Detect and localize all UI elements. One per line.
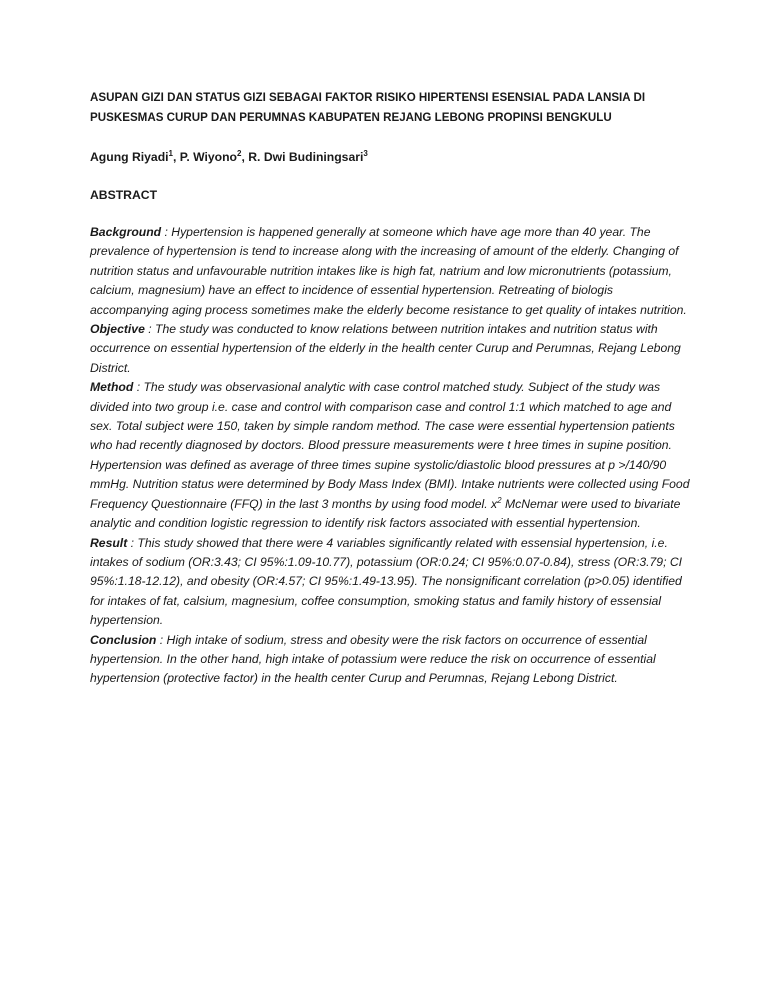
author-list [90, 147, 690, 167]
section-label-conclusion: Conclusion [90, 632, 157, 647]
section-text-method: : The study was observasional analytic with case control matched study. Subject of the study was divided into two group i.e. case and control with comparison case and control 1:1 which matched to age and sex. Total subject were 150, taken by simple random method. The case were essential hypertension patients who had recently diagnosed by doctors. Blood pressure measurements were t hree times in supine position. Hypertension was defined as average of three times supine systolic/diastolic blood pressures at p >/140/90 mmHg. Nutrition status were determined by Body Mass Index (BMI). Intake nutrients were collected using Food Frequency Questionnaire (FFQ) in the last 3 months by using food model. x [90, 380, 690, 511]
abstract-objective [90, 320, 690, 378]
chi-square-superscript: 2 [497, 495, 502, 505]
author-name: Agung Riyadi [90, 150, 169, 164]
author-separator: , [173, 150, 180, 164]
section-text-method-continued: McNemar were used to bivariate analytic and condition logistic regression to identify risk factors associated with essential hypertension. [90, 496, 681, 531]
section-text-objective: : The study was conducted to know relations between nutrition intakes and nutrition status with occurrence on essential hypertension of the elderly in the health center Curup and Perumnas, Rejang Lebong District. [90, 322, 681, 375]
author-name: R. Dwi Budiningsari [248, 150, 364, 164]
section-label-result: Result [90, 535, 128, 550]
abstract-background [90, 223, 690, 320]
section-text-result: : This study showed that there were 4 variables significantly related with essensial hypertension, i.e. intakes of sodium (OR:3.43; CI 95%:1.09-10.77), potassium (OR:0.24; CI 95%:0.07-0.84), stress (OR:3.79; CI 95%:1.18-12.12), and obesity (OR:4.57; CI 95%:1.49-13.95). The nonsignificant correlation (p>0.05) identified for intakes of fat, calsium, magnesium, coffee consumption, smoking status and family history of essensial hypertension. [90, 535, 683, 628]
author-name: P. Wiyono [179, 150, 238, 164]
abstract-method [90, 378, 690, 533]
abstract-result [90, 534, 690, 631]
paper-title: ASUPAN GIZI DAN STATUS GIZI SEBAGAI FAKTOR RISIKO HIPERTENSI ESENSIAL PADA LANSIA DI PUSKESMAS CURUP DAN PERUMNAS KABUPATEN REJANG LEBONG PROPINSI BENGKULU [90, 91, 646, 124]
section-label-objective: Objective [90, 322, 145, 337]
abstract-conclusion [90, 631, 690, 689]
document-page [90, 88, 690, 689]
author-affiliation: 3 [363, 148, 368, 158]
author-separator: , [241, 150, 249, 164]
section-label-background: Background [90, 225, 162, 239]
author-affiliation: 1 [168, 148, 173, 158]
section-label-method: Method [90, 380, 134, 395]
abstract-body [90, 223, 690, 689]
abstract-heading: ABSTRACT [90, 188, 158, 202]
section-text-background: : Hypertension is happened generally at someone which have age more than 40 year. The prevalence of hypertension is tend to increase along with the increasing of amount of the elderly. Changing of nutrition status and unfavourable nutrition intakes like is high fat, natrium and low micronutrients (potassium, calcium, magnesium) have an effect to incidence of essential hypertension. Retreating of biologis accompanying aging process sometimes make the elderly become resistance to get quality of intakes nutrition. [90, 225, 687, 317]
section-text-conclusion: : High intake of sodium, stress and obesity were the risk factors on occurrence of essential hypertension. In the other hand, high intake of potassium were reduce the risk on occurrence of essential hypertension (protective factor) in the health center Curup and Perumnas, Rejang Lebong District. [90, 632, 656, 686]
author-affiliation: 2 [237, 148, 242, 158]
